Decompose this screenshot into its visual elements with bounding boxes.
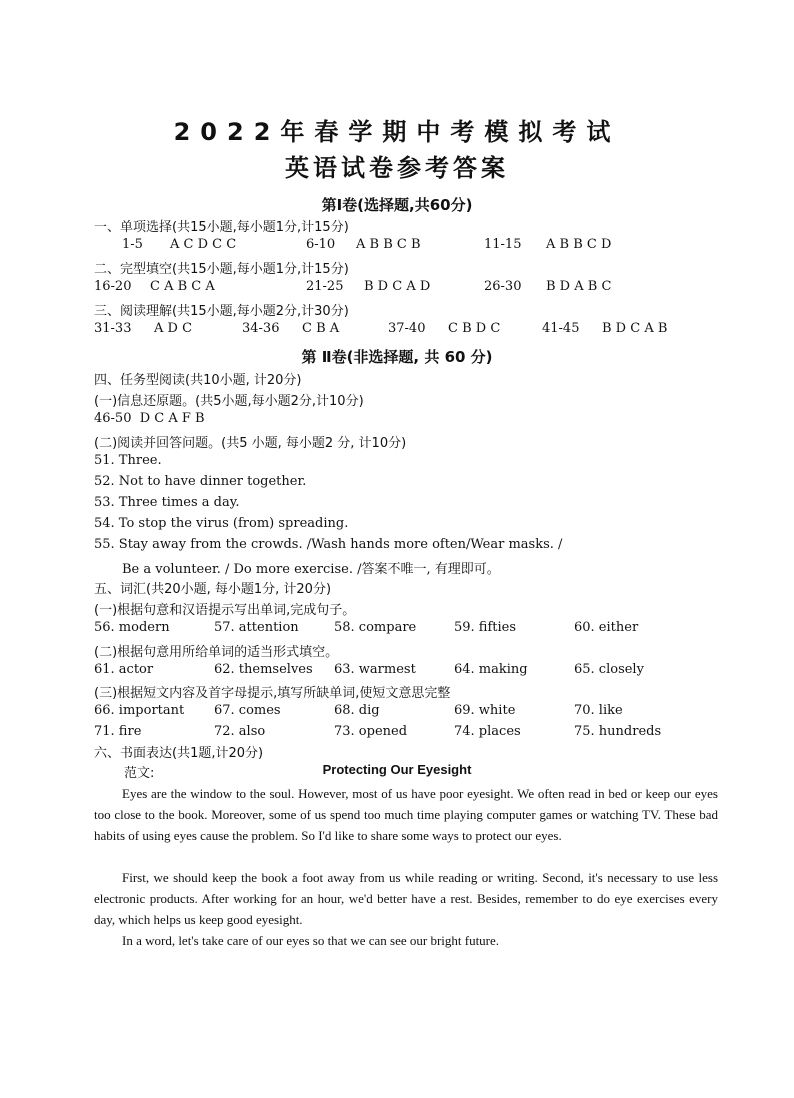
vocab-60: 60. either	[574, 620, 639, 635]
vocab-61: 61. actor	[94, 662, 154, 677]
answer-55-line1: 55. Stay away from the crowds. /Wash hands more often/Wear masks. /	[94, 537, 563, 552]
sec1-range-c: 11-15	[484, 237, 522, 252]
sec4-sub2: (二)阅读并回答问题。(共5 小题, 每小题2 分, 计10分)	[94, 436, 407, 451]
sec2-ans-b: B D C A D	[364, 279, 431, 294]
vocab-58: 58. compare	[334, 620, 417, 635]
sec2-heading: 二、完型填空(共15小题,每小题1分,计15分)	[94, 262, 349, 277]
sec1-ans-a: A C D C C	[170, 237, 237, 252]
sec5-sub1: (一)根据句意和汉语提示写出单词,完成句子。	[94, 603, 356, 618]
vocab-69: 69. white	[454, 703, 516, 718]
sec5-sub2: (二)根据句意用所给单词的适当形式填空。	[94, 645, 339, 660]
sec3-range-b: 34-36	[242, 321, 280, 336]
vocab-74: 74. places	[454, 724, 521, 739]
essay-paragraph-2: First, we should keep the book a foot away from us while reading or writing. Second, it's necessary to use less electronic products. After working for an hour, we'd better have a rest. Besides, remember to do eye exercises every day, which helps us keep good eyesight.	[94, 870, 718, 927]
essay-paragraph-1: Eyes are the window to the soul. However, most of us have poor eyesight. We often read in bed or keep our eyes too close to the book. Moreover, some of us spend too much time playing computer games or watching TV. These bad habits of using eyes cause the problem. So I'd like to share some ways to protect our eyes.	[94, 786, 718, 843]
exam-subtitle: 英语试卷参考答案	[285, 154, 509, 182]
sec1-range-a: 1-5	[122, 237, 143, 252]
sec3-range-a: 31-33	[94, 321, 132, 336]
sec3-ans-d: B D C A B	[602, 321, 668, 336]
vocab-65: 65. closely	[574, 662, 644, 677]
sec1-ans-b: A B B C B	[356, 237, 421, 252]
exam-title: 2022年春学期中考模拟考试	[173, 118, 621, 146]
sec6-heading: 六、书面表达(共1题,计20分)	[94, 746, 264, 761]
vocab-71: 71. fire	[94, 724, 142, 739]
vocab-63: 63. warmest	[334, 662, 416, 677]
sec2-range-c: 26-30	[484, 279, 522, 294]
vocab-64: 64. making	[454, 662, 528, 677]
vocab-57: 57. attention	[214, 620, 299, 635]
sec5-row1	[94, 620, 734, 638]
sec5-row3	[94, 703, 734, 721]
sec5-row2	[94, 662, 734, 680]
sec1-heading: 一、单项选择(共15小题,每小题1分,计15分)	[94, 220, 349, 235]
vocab-56: 56. modern	[94, 620, 170, 635]
sec2-range-a: 16-20	[94, 279, 132, 294]
sec2-answers	[94, 279, 734, 297]
sec5-row4	[94, 724, 734, 742]
part1-title: 第Ⅰ卷(选择题,共60分)	[321, 196, 473, 214]
sec3-answers	[94, 321, 734, 339]
sec1-answers	[94, 237, 734, 255]
answer-55-line2: Be a volunteer. / Do more exercise. /答案不唯一, 有理即可。	[122, 562, 500, 577]
answer-52: 52. Not to have dinner together.	[94, 474, 307, 489]
part2-title: 第 Ⅱ卷(非选择题, 共 60 分)	[301, 348, 493, 366]
essay-paragraph-3: In a word, let's take care of our eyes so that we can see our bright future.	[122, 933, 500, 948]
sec3-ans-b: C B A	[302, 321, 340, 336]
vocab-72: 72. also	[214, 724, 266, 739]
vocab-75: 75. hundreds	[574, 724, 662, 739]
vocab-59: 59. fifties	[454, 620, 517, 635]
sec4-heading: 四、任务型阅读(共10小题, 计20分)	[94, 373, 302, 388]
vocab-70: 70. like	[574, 703, 623, 718]
vocab-67: 67. comes	[214, 703, 281, 718]
sec1-ans-c: A B B C D	[546, 237, 612, 252]
vocab-68: 68. dig	[334, 703, 380, 718]
sec3-ans-c: C B D C	[448, 321, 501, 336]
essay-title: Protecting Our Eyesight	[322, 762, 472, 777]
sec3-heading: 三、阅读理解(共15小题,每小题2分,计30分)	[94, 304, 349, 319]
answer-51: 51. Three.	[94, 453, 162, 468]
answer-54: 54. To stop the virus (from) spreading.	[94, 516, 349, 531]
vocab-62: 62. themselves	[214, 662, 313, 677]
sec5-heading: 五、词汇(共20小题, 每小题1分, 计20分)	[94, 582, 332, 597]
sec3-range-c: 37-40	[388, 321, 426, 336]
sec4-sub1: (一)信息还原题。(共5小题,每小题2分,计10分)	[94, 394, 364, 409]
sec2-ans-a: C A B C A	[150, 279, 215, 294]
sec3-ans-a: A D C	[154, 321, 193, 336]
vocab-66: 66. important	[94, 703, 185, 718]
sec2-range-b: 21-25	[306, 279, 344, 294]
sec4-sub1-answer: 46-50 D C A F B	[94, 411, 205, 426]
sec3-range-d: 41-45	[542, 321, 580, 336]
sec2-ans-c: B D A B C	[546, 279, 612, 294]
sec5-sub3: (三)根据短文内容及首字母提示,填写所缺单词,使短文意思完整	[94, 686, 451, 701]
sec1-range-b: 6-10	[306, 237, 336, 252]
sample-essay-label: 范文:	[124, 766, 155, 781]
answer-53: 53. Three times a day.	[94, 495, 240, 510]
vocab-73: 73. opened	[334, 724, 408, 739]
